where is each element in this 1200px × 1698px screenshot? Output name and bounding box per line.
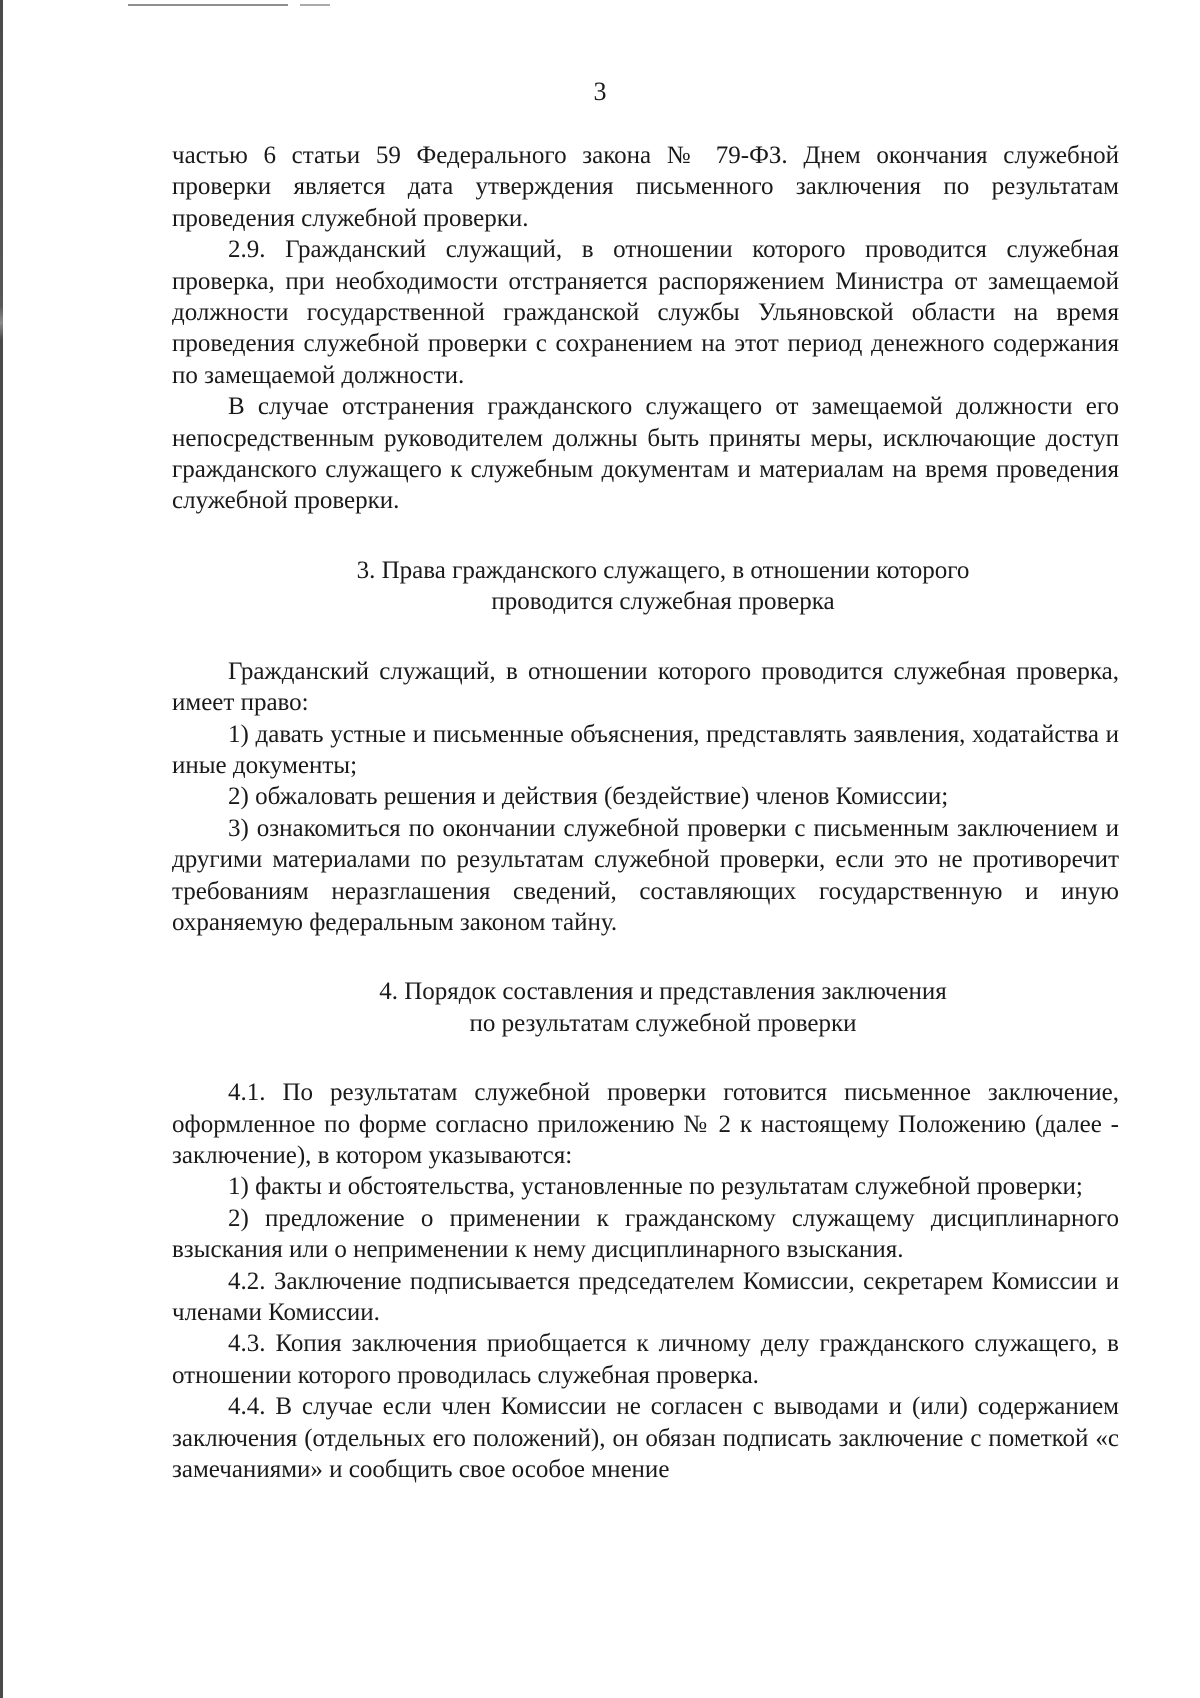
- section-3-heading-line-2: проводится служебная проверка: [491, 588, 835, 616]
- scan-edge-top-mark: [300, 4, 330, 6]
- section-3-list-item: 2) обжаловать решения и действия (бездействие) членов Комиссии;: [228, 783, 949, 811]
- section-3-list-item: 1) давать устные и письменные объяснения, представлять заявления, ходатайства и иные документы;: [172, 720, 1119, 779]
- section-3-heading: [172, 555, 1119, 618]
- paragraph-2-9: 2.9. Гражданский служащий, в отношении которого проводится служебная проверка, при необходимости отстраняется распоряжением Министра от замещаемой должности государственной гражданской службы Ульяновской области на время проведения служебной проверки с сохранением на этот период денежного содержания по замещаемой должности.: [172, 236, 1119, 389]
- section-3-paragraph: Гражданский служащий, в отношении которого проводится служебная проверка, имеет право:: [172, 657, 1119, 717]
- scan-edge-left: [0, 0, 3, 1698]
- section-4-list-item: 1) факты и обстоятельства, установленные по результатам служебной проверки;: [228, 1173, 1083, 1201]
- scan-edge-top: [128, 4, 288, 6]
- section-3-list-item: 3) ознакомиться по окончании служебной проверки с письменным заключением и другими материалами по результатам служебной проверки, если это не противоречит требованиям неразглашения сведений, составляющих государственную и иную охраняемую федеральным законом тайну.: [172, 814, 1119, 936]
- page-number: 3: [593, 77, 607, 106]
- paragraph-4-2: 4.2. Заключение подписывается председателем Комиссии, секретарем Комиссии и членами Комиссии.: [172, 1267, 1119, 1326]
- paragraph-continuation: частью 6 статьи 59 Федерального закона № 79-ФЗ. Днем окончания служебной проверки является дата утверждения письменного заключения по результатам проведения служебной проверки.: [172, 142, 1119, 232]
- section-4-heading: [172, 976, 1119, 1039]
- paragraph-4-4: 4.4. В случае если член Комиссии не согласен с выводами и (или) содержанием заключения (отдельных его положений), он обязан подписать заключение с пометкой «с замечаниями» и сообщить свое особое мнение: [172, 1393, 1119, 1484]
- paragraph-4-3: 4.3. Копия заключения приобщается к личному делу гражданского служащего, в отношении которого проводилась служебная проверка.: [172, 1330, 1119, 1389]
- paragraph-suspension: В случае отстранения гражданского служащего от замещаемой должности его непосредственным руководителем должны быть приняты меры, исключающие доступ гражданского служащего к служебным документам и материалам на время проведения служебной проверки.: [172, 393, 1119, 515]
- section-4-heading-line-2: по результатам служебной проверки: [469, 1009, 857, 1037]
- section-3-heading-line-1: 3. Права гражданского служащего, в отношении которого: [356, 556, 970, 584]
- paragraph-4-1: 4.1. По результатам служебной проверки готовится письменное заключение, оформленное по форме согласно приложению № 2 к настоящему Положению (далее - заключение), в котором указываются:: [172, 1079, 1119, 1169]
- section-4-heading-line-1: 4. Порядок составления и представления заключения: [379, 978, 947, 1006]
- section-4-list-item: 2) предложение о применении к гражданскому служащему дисциплинарного взыскания или о неприменении к нему дисциплинарного взыскания.: [172, 1204, 1119, 1264]
- document-body: [172, 140, 1119, 1485]
